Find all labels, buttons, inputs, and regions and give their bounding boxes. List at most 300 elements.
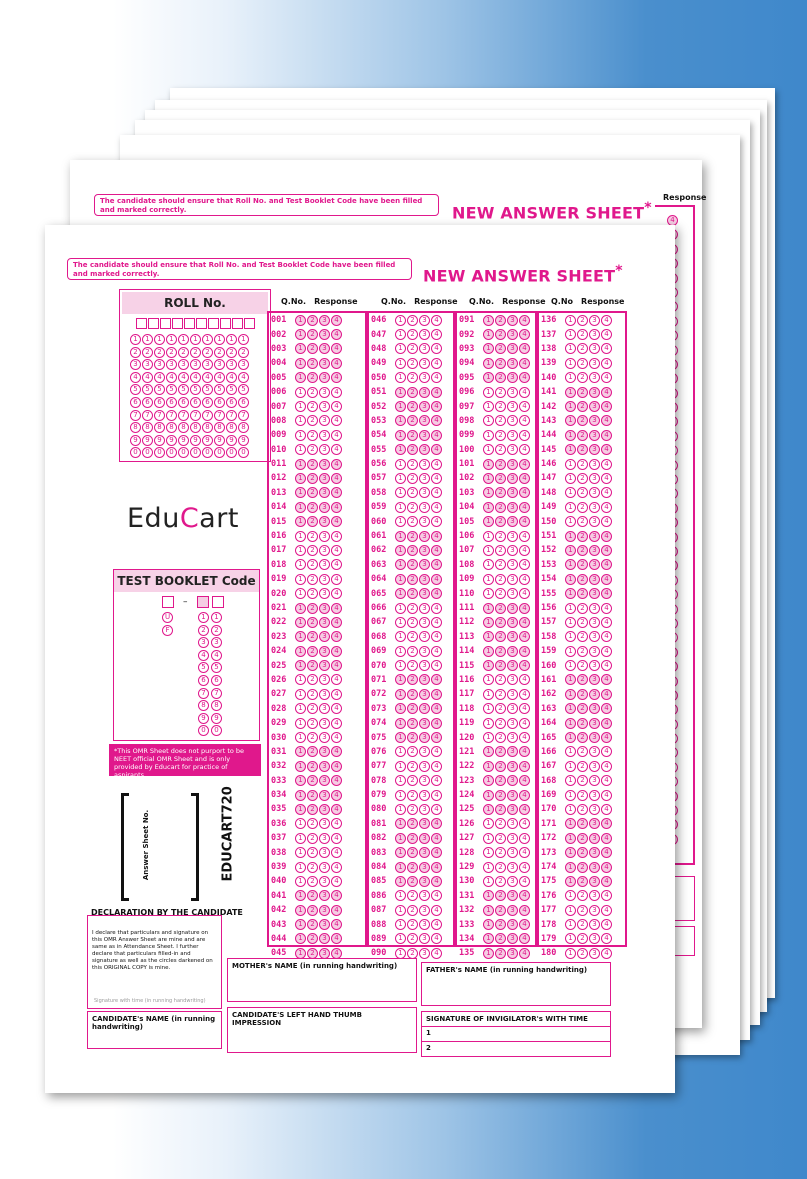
option-bubble[interactable]: 3 (319, 833, 330, 844)
option-bubble[interactable]: 4 (331, 430, 342, 441)
option-bubble[interactable]: 4 (331, 473, 342, 484)
roll-digit-bubble[interactable]: 5 (202, 384, 213, 395)
option-bubble[interactable]: 2 (307, 775, 318, 786)
option-bubble[interactable]: 2 (307, 790, 318, 801)
option-bubble[interactable]: 3 (419, 459, 430, 470)
option-bubble[interactable]: 1 (483, 818, 494, 829)
option-bubble[interactable]: 2 (495, 444, 506, 455)
option-bubble[interactable]: 4 (601, 847, 612, 858)
option-bubble[interactable]: 3 (507, 919, 518, 930)
option-bubble[interactable]: 1 (483, 516, 494, 527)
option-bubble[interactable]: 1 (295, 559, 306, 570)
option-bubble[interactable]: 1 (295, 948, 306, 959)
option-bubble[interactable]: 3 (507, 343, 518, 354)
option-bubble[interactable]: 4 (431, 444, 442, 455)
option-bubble[interactable]: 4 (331, 948, 342, 959)
option-bubble[interactable]: 3 (319, 329, 330, 340)
option-bubble[interactable]: 2 (495, 617, 506, 628)
option-bubble[interactable]: 1 (295, 646, 306, 657)
roll-digit-bubble[interactable]: 3 (238, 359, 249, 370)
option-bubble[interactable]: 4 (331, 890, 342, 901)
option-bubble[interactable]: 3 (507, 315, 518, 326)
option-bubble[interactable]: 4 (519, 674, 530, 685)
option-bubble[interactable]: 1 (295, 933, 306, 944)
option-bubble[interactable]: 3 (507, 559, 518, 570)
option-bubble[interactable]: 1 (295, 804, 306, 815)
option-bubble[interactable]: 4 (331, 919, 342, 930)
roll-digit-bubble[interactable]: 2 (130, 347, 141, 358)
invigilator-signature-field[interactable] (421, 1011, 611, 1057)
option-bubble[interactable]: 1 (295, 862, 306, 873)
option-bubble[interactable]: 3 (319, 603, 330, 614)
option-bubble[interactable]: 2 (577, 790, 588, 801)
option-bubble[interactable]: 2 (495, 833, 506, 844)
option-bubble[interactable]: 1 (295, 617, 306, 628)
option-bubble[interactable]: 4 (431, 703, 442, 714)
option-bubble[interactable]: 1 (395, 430, 406, 441)
option-bubble[interactable]: 1 (483, 343, 494, 354)
option-bubble[interactable]: 2 (577, 329, 588, 340)
option-bubble[interactable]: 2 (495, 804, 506, 815)
option-bubble[interactable]: 3 (589, 358, 600, 369)
option-bubble[interactable]: 3 (419, 847, 430, 858)
roll-digit-bubble[interactable]: 8 (226, 422, 237, 433)
tb-digit-bubble[interactable]: 4 (198, 650, 209, 661)
option-bubble[interactable]: 4 (601, 718, 612, 729)
option-bubble[interactable]: 1 (565, 343, 576, 354)
option-bubble[interactable]: 4 (431, 876, 442, 887)
option-bubble[interactable]: 4 (331, 703, 342, 714)
roll-digit-bubble[interactable]: 6 (238, 397, 249, 408)
option-bubble[interactable]: 1 (483, 603, 494, 614)
roll-digit-bubble[interactable]: 5 (130, 384, 141, 395)
option-bubble[interactable]: 1 (483, 415, 494, 426)
option-bubble[interactable]: 3 (319, 516, 330, 527)
option-bubble[interactable]: 2 (577, 919, 588, 930)
option-bubble[interactable]: 1 (483, 459, 494, 470)
option-bubble[interactable]: 1 (483, 473, 494, 484)
option-bubble[interactable]: 1 (565, 660, 576, 671)
option-bubble[interactable]: 4 (601, 559, 612, 570)
option-bubble[interactable]: 1 (295, 761, 306, 772)
option-bubble[interactable]: 3 (419, 660, 430, 671)
roll-digit-bubble[interactable]: 6 (214, 397, 225, 408)
option-bubble[interactable]: 3 (507, 933, 518, 944)
option-bubble[interactable]: 3 (507, 890, 518, 901)
option-bubble[interactable]: 1 (483, 329, 494, 340)
option-bubble[interactable]: 4 (601, 775, 612, 786)
roll-digit-bubble[interactable]: 1 (142, 334, 153, 345)
option-bubble[interactable]: 3 (507, 459, 518, 470)
option-bubble[interactable]: 1 (483, 430, 494, 441)
option-bubble[interactable]: 2 (407, 574, 418, 585)
option-bubble[interactable]: 2 (407, 847, 418, 858)
option-bubble[interactable]: 3 (319, 703, 330, 714)
option-bubble[interactable]: 1 (295, 905, 306, 916)
roll-digit-bubble[interactable]: 3 (214, 359, 225, 370)
option-bubble[interactable]: 2 (495, 487, 506, 498)
option-bubble[interactable]: 4 (431, 646, 442, 657)
option-bubble[interactable]: 4 (519, 459, 530, 470)
option-bubble[interactable]: 1 (483, 588, 494, 599)
option-bubble[interactable]: 2 (407, 415, 418, 426)
option-bubble[interactable]: 2 (307, 890, 318, 901)
option-bubble[interactable]: 3 (319, 387, 330, 398)
option-bubble[interactable]: 3 (507, 876, 518, 887)
option-bubble[interactable]: 1 (565, 948, 576, 959)
roll-digit-bubble[interactable]: 6 (142, 397, 153, 408)
option-bubble[interactable]: 1 (395, 890, 406, 901)
option-bubble[interactable]: 2 (407, 588, 418, 599)
option-bubble[interactable]: 2 (577, 588, 588, 599)
option-bubble[interactable]: 2 (577, 703, 588, 714)
option-bubble[interactable]: 2 (407, 559, 418, 570)
option-bubble[interactable]: 4 (331, 531, 342, 542)
option-bubble[interactable]: 3 (319, 358, 330, 369)
option-bubble[interactable]: 2 (495, 387, 506, 398)
option-bubble[interactable]: 2 (307, 343, 318, 354)
option-bubble[interactable]: 2 (495, 559, 506, 570)
option-bubble[interactable]: 1 (483, 833, 494, 844)
roll-digit-bubble[interactable]: 9 (226, 435, 237, 446)
option-bubble[interactable]: 3 (419, 631, 430, 642)
option-bubble[interactable]: 4 (331, 818, 342, 829)
option-bubble[interactable]: 4 (431, 473, 442, 484)
option-bubble[interactable]: 2 (495, 876, 506, 887)
option-bubble[interactable]: 4 (519, 660, 530, 671)
roll-digit-bubble[interactable]: 8 (214, 422, 225, 433)
option-bubble[interactable]: 3 (319, 847, 330, 858)
option-bubble[interactable]: 3 (589, 343, 600, 354)
option-bubble[interactable]: 3 (507, 732, 518, 743)
option-bubble[interactable]: 2 (577, 545, 588, 556)
option-bubble[interactable]: 1 (565, 833, 576, 844)
option-bubble[interactable]: 4 (331, 876, 342, 887)
option-bubble[interactable]: 1 (565, 444, 576, 455)
option-bubble[interactable]: 4 (519, 905, 530, 916)
option-bubble[interactable]: 3 (319, 948, 330, 959)
option-bubble[interactable]: 4 (331, 415, 342, 426)
option-bubble[interactable]: 3 (419, 833, 430, 844)
option-bubble[interactable]: 3 (507, 531, 518, 542)
option-bubble[interactable]: 2 (307, 631, 318, 642)
option-bubble[interactable]: 4 (601, 603, 612, 614)
roll-cell[interactable] (244, 318, 255, 329)
option-bubble[interactable]: 4 (431, 516, 442, 527)
option-bubble[interactable]: 2 (407, 818, 418, 829)
option-bubble[interactable]: 3 (319, 718, 330, 729)
roll-cell[interactable] (208, 318, 219, 329)
option-bubble[interactable]: 1 (395, 631, 406, 642)
roll-digit-bubble[interactable]: 9 (214, 435, 225, 446)
option-bubble[interactable]: 4 (601, 372, 612, 383)
option-bubble[interactable]: 2 (407, 343, 418, 354)
option-bubble[interactable]: 2 (495, 862, 506, 873)
option-bubble[interactable]: 1 (295, 531, 306, 542)
option-bubble[interactable]: 3 (507, 487, 518, 498)
option-bubble[interactable]: 2 (577, 444, 588, 455)
option-bubble[interactable]: 1 (295, 732, 306, 743)
option-bubble[interactable]: 2 (577, 775, 588, 786)
option-bubble[interactable]: 3 (589, 516, 600, 527)
option-bubble[interactable]: 4 (331, 387, 342, 398)
option-bubble[interactable]: 4 (601, 862, 612, 873)
option-bubble[interactable]: 1 (483, 660, 494, 671)
option-bubble[interactable]: 2 (407, 746, 418, 757)
option-bubble[interactable]: 1 (395, 732, 406, 743)
option-bubble[interactable]: 1 (295, 631, 306, 642)
option-bubble[interactable]: 1 (395, 876, 406, 887)
option-bubble[interactable]: 2 (307, 401, 318, 412)
option-bubble[interactable]: 3 (419, 315, 430, 326)
option-bubble[interactable]: 3 (589, 746, 600, 757)
option-bubble[interactable]: 3 (507, 646, 518, 657)
option-bubble[interactable]: 4 (431, 430, 442, 441)
option-bubble[interactable]: 3 (319, 890, 330, 901)
option-bubble[interactable]: 4 (431, 502, 442, 513)
option-bubble[interactable]: 1 (395, 617, 406, 628)
option-bubble[interactable]: 2 (577, 387, 588, 398)
option-bubble[interactable]: 3 (419, 545, 430, 556)
tb-digit-bubble[interactable]: 9 (211, 713, 222, 724)
option-bubble[interactable]: 4 (519, 646, 530, 657)
option-bubble[interactable]: 4 (519, 358, 530, 369)
option-bubble[interactable]: 4 (431, 343, 442, 354)
option-bubble[interactable]: 3 (419, 646, 430, 657)
option-bubble[interactable]: 1 (395, 948, 406, 959)
option-bubble[interactable]: 4 (601, 343, 612, 354)
option-bubble[interactable]: 1 (565, 746, 576, 757)
option-bubble[interactable]: 2 (495, 775, 506, 786)
roll-cell[interactable] (148, 318, 159, 329)
tb-digit-bubble[interactable]: 2 (198, 625, 209, 636)
option-bubble[interactable]: 3 (507, 603, 518, 614)
option-bubble[interactable]: 4 (431, 487, 442, 498)
option-bubble[interactable]: 2 (407, 631, 418, 642)
option-bubble[interactable]: 4 (601, 833, 612, 844)
option-bubble[interactable]: 3 (589, 473, 600, 484)
roll-digit-bubble[interactable]: 4 (202, 372, 213, 383)
roll-digit-bubble[interactable]: 5 (238, 384, 249, 395)
option-bubble[interactable]: 2 (407, 890, 418, 901)
option-bubble[interactable]: 2 (577, 603, 588, 614)
option-bubble[interactable]: 4 (519, 617, 530, 628)
option-bubble[interactable]: 1 (483, 574, 494, 585)
option-bubble[interactable]: 3 (319, 588, 330, 599)
roll-digit-bubble[interactable]: 3 (226, 359, 237, 370)
option-bubble[interactable]: 3 (319, 674, 330, 685)
option-bubble[interactable]: 1 (295, 315, 306, 326)
option-bubble[interactable]: 3 (589, 444, 600, 455)
option-bubble[interactable]: 4 (601, 415, 612, 426)
option-bubble[interactable]: 2 (407, 833, 418, 844)
roll-digit-bubble[interactable]: 7 (190, 410, 201, 421)
option-bubble[interactable]: 3 (507, 372, 518, 383)
option-bubble[interactable]: 2 (407, 315, 418, 326)
roll-digit-bubble[interactable]: 9 (154, 435, 165, 446)
roll-digit-bubble[interactable]: 5 (178, 384, 189, 395)
option-bubble[interactable]: 1 (295, 833, 306, 844)
option-bubble[interactable]: 2 (407, 430, 418, 441)
option-bubble[interactable]: 4 (519, 919, 530, 930)
option-bubble[interactable]: 1 (483, 315, 494, 326)
option-bubble[interactable]: 1 (483, 444, 494, 455)
option-bubble[interactable]: 4 (519, 372, 530, 383)
option-bubble[interactable]: 4 (601, 531, 612, 542)
roll-digit-bubble[interactable]: 0 (238, 447, 249, 458)
option-bubble[interactable]: 2 (307, 948, 318, 959)
roll-digit-bubble[interactable]: 0 (142, 447, 153, 458)
roll-digit-bubble[interactable]: 7 (142, 410, 153, 421)
option-bubble[interactable]: 3 (319, 631, 330, 642)
option-bubble[interactable]: 4 (601, 933, 612, 944)
option-bubble[interactable]: 2 (307, 919, 318, 930)
option-bubble[interactable]: 4 (519, 444, 530, 455)
option-bubble[interactable]: 1 (295, 746, 306, 757)
roll-digit-bubble[interactable]: 9 (166, 435, 177, 446)
option-bubble[interactable]: 3 (319, 689, 330, 700)
option-bubble[interactable]: 1 (295, 603, 306, 614)
option-bubble[interactable]: 4 (331, 545, 342, 556)
option-bubble[interactable]: 4 (331, 459, 342, 470)
option-bubble[interactable]: 4 (331, 401, 342, 412)
option-bubble[interactable]: 4 (519, 588, 530, 599)
option-bubble[interactable]: 4 (601, 329, 612, 340)
roll-digit-bubble[interactable]: 1 (178, 334, 189, 345)
roll-cell[interactable] (160, 318, 171, 329)
option-bubble[interactable]: 3 (507, 631, 518, 642)
option-bubble[interactable]: 3 (589, 790, 600, 801)
option-bubble[interactable]: 4 (431, 689, 442, 700)
roll-digit-bubble[interactable]: 9 (190, 435, 201, 446)
roll-digit-bubble[interactable]: 0 (178, 447, 189, 458)
roll-digit-bubble[interactable]: 3 (130, 359, 141, 370)
option-bubble[interactable]: 3 (589, 905, 600, 916)
option-bubble[interactable]: 2 (495, 531, 506, 542)
option-bubble[interactable]: 4 (601, 574, 612, 585)
option-bubble[interactable]: 2 (577, 818, 588, 829)
option-bubble[interactable]: 1 (483, 689, 494, 700)
option-bubble[interactable]: 3 (507, 718, 518, 729)
option-bubble[interactable]: 4 (601, 905, 612, 916)
option-bubble[interactable]: 3 (507, 588, 518, 599)
option-bubble[interactable]: 3 (589, 890, 600, 901)
option-bubble[interactable]: 4 (601, 646, 612, 657)
option-bubble[interactable]: 1 (565, 516, 576, 527)
option-bubble[interactable]: 4 (431, 674, 442, 685)
option-bubble[interactable]: 1 (483, 646, 494, 657)
option-bubble[interactable]: 1 (395, 574, 406, 585)
option-bubble[interactable]: 1 (395, 559, 406, 570)
option-bubble[interactable]: 2 (307, 862, 318, 873)
option-bubble[interactable]: 1 (565, 703, 576, 714)
option-bubble[interactable]: 2 (307, 761, 318, 772)
option-bubble[interactable]: 3 (419, 933, 430, 944)
option-bubble[interactable]: 2 (307, 487, 318, 498)
option-bubble[interactable]: 4 (601, 703, 612, 714)
option-bubble[interactable]: 2 (495, 905, 506, 916)
option-bubble[interactable]: 4 (431, 905, 442, 916)
option-bubble[interactable]: 2 (407, 329, 418, 340)
option-bubble[interactable]: 4 (431, 315, 442, 326)
option-bubble[interactable]: 1 (395, 718, 406, 729)
roll-digit-bubble[interactable]: 2 (154, 347, 165, 358)
option-bubble[interactable]: 3 (589, 574, 600, 585)
tb-digit-bubble[interactable]: 8 (211, 700, 222, 711)
roll-digit-bubble[interactable]: 0 (202, 447, 213, 458)
option-bubble[interactable]: 3 (507, 415, 518, 426)
option-bubble[interactable]: 3 (319, 804, 330, 815)
option-bubble[interactable]: 4 (431, 588, 442, 599)
option-bubble[interactable]: 2 (407, 531, 418, 542)
option-bubble[interactable]: 3 (419, 862, 430, 873)
option-bubble[interactable]: 1 (565, 315, 576, 326)
option-bubble[interactable]: 3 (419, 473, 430, 484)
option-bubble[interactable]: 4 (519, 545, 530, 556)
option-bubble[interactable]: 2 (577, 502, 588, 513)
option-bubble[interactable]: 2 (407, 660, 418, 671)
option-bubble[interactable]: 3 (589, 387, 600, 398)
option-bubble[interactable]: 3 (589, 862, 600, 873)
option-bubble[interactable]: 2 (495, 818, 506, 829)
option-bubble[interactable]: 3 (319, 862, 330, 873)
option-bubble[interactable]: 4 (601, 876, 612, 887)
option-bubble[interactable]: 1 (483, 401, 494, 412)
candidate-name-field[interactable] (87, 1011, 222, 1049)
roll-digit-bubble[interactable]: 2 (202, 347, 213, 358)
option-bubble[interactable]: 3 (319, 559, 330, 570)
option-bubble[interactable]: 1 (295, 473, 306, 484)
option-bubble[interactable]: 1 (483, 703, 494, 714)
tb-digit-bubble[interactable]: 5 (211, 662, 222, 673)
option-bubble[interactable]: 4 (601, 746, 612, 757)
option-bubble[interactable]: 2 (495, 588, 506, 599)
option-bubble[interactable]: 1 (483, 387, 494, 398)
option-bubble[interactable]: 3 (419, 617, 430, 628)
option-bubble[interactable]: 3 (507, 502, 518, 513)
option-bubble[interactable]: 3 (419, 444, 430, 455)
option-bubble[interactable]: 2 (495, 343, 506, 354)
option-bubble[interactable]: 1 (395, 531, 406, 542)
option-bubble[interactable]: 4 (431, 818, 442, 829)
option-bubble[interactable]: 4 (331, 775, 342, 786)
option-bubble[interactable]: 3 (419, 890, 430, 901)
option-bubble[interactable]: 3 (589, 804, 600, 815)
option-bubble[interactable]: 4 (331, 343, 342, 354)
roll-digit-bubble[interactable]: 4 (154, 372, 165, 383)
option-bubble[interactable]: 2 (495, 545, 506, 556)
option-bubble[interactable]: 2 (307, 459, 318, 470)
option-bubble[interactable]: 4 (431, 775, 442, 786)
option-bubble[interactable]: 1 (565, 358, 576, 369)
option-bubble[interactable]: 1 (565, 473, 576, 484)
option-bubble[interactable]: 1 (395, 487, 406, 498)
option-bubble[interactable]: 2 (307, 718, 318, 729)
tb-digit-bubble[interactable]: 4 (211, 650, 222, 661)
option-bubble[interactable]: 2 (495, 358, 506, 369)
option-bubble[interactable]: 4 (519, 574, 530, 585)
option-bubble[interactable]: 2 (577, 876, 588, 887)
option-bubble[interactable]: 1 (565, 790, 576, 801)
option-bubble[interactable]: 1 (295, 358, 306, 369)
option-bubble[interactable]: 1 (295, 818, 306, 829)
option-bubble[interactable]: 1 (395, 818, 406, 829)
option-bubble[interactable]: 2 (307, 430, 318, 441)
option-bubble[interactable]: 4 (519, 387, 530, 398)
option-bubble[interactable]: 3 (319, 502, 330, 513)
option-bubble[interactable]: 3 (319, 487, 330, 498)
option-bubble[interactable]: 3 (589, 703, 600, 714)
